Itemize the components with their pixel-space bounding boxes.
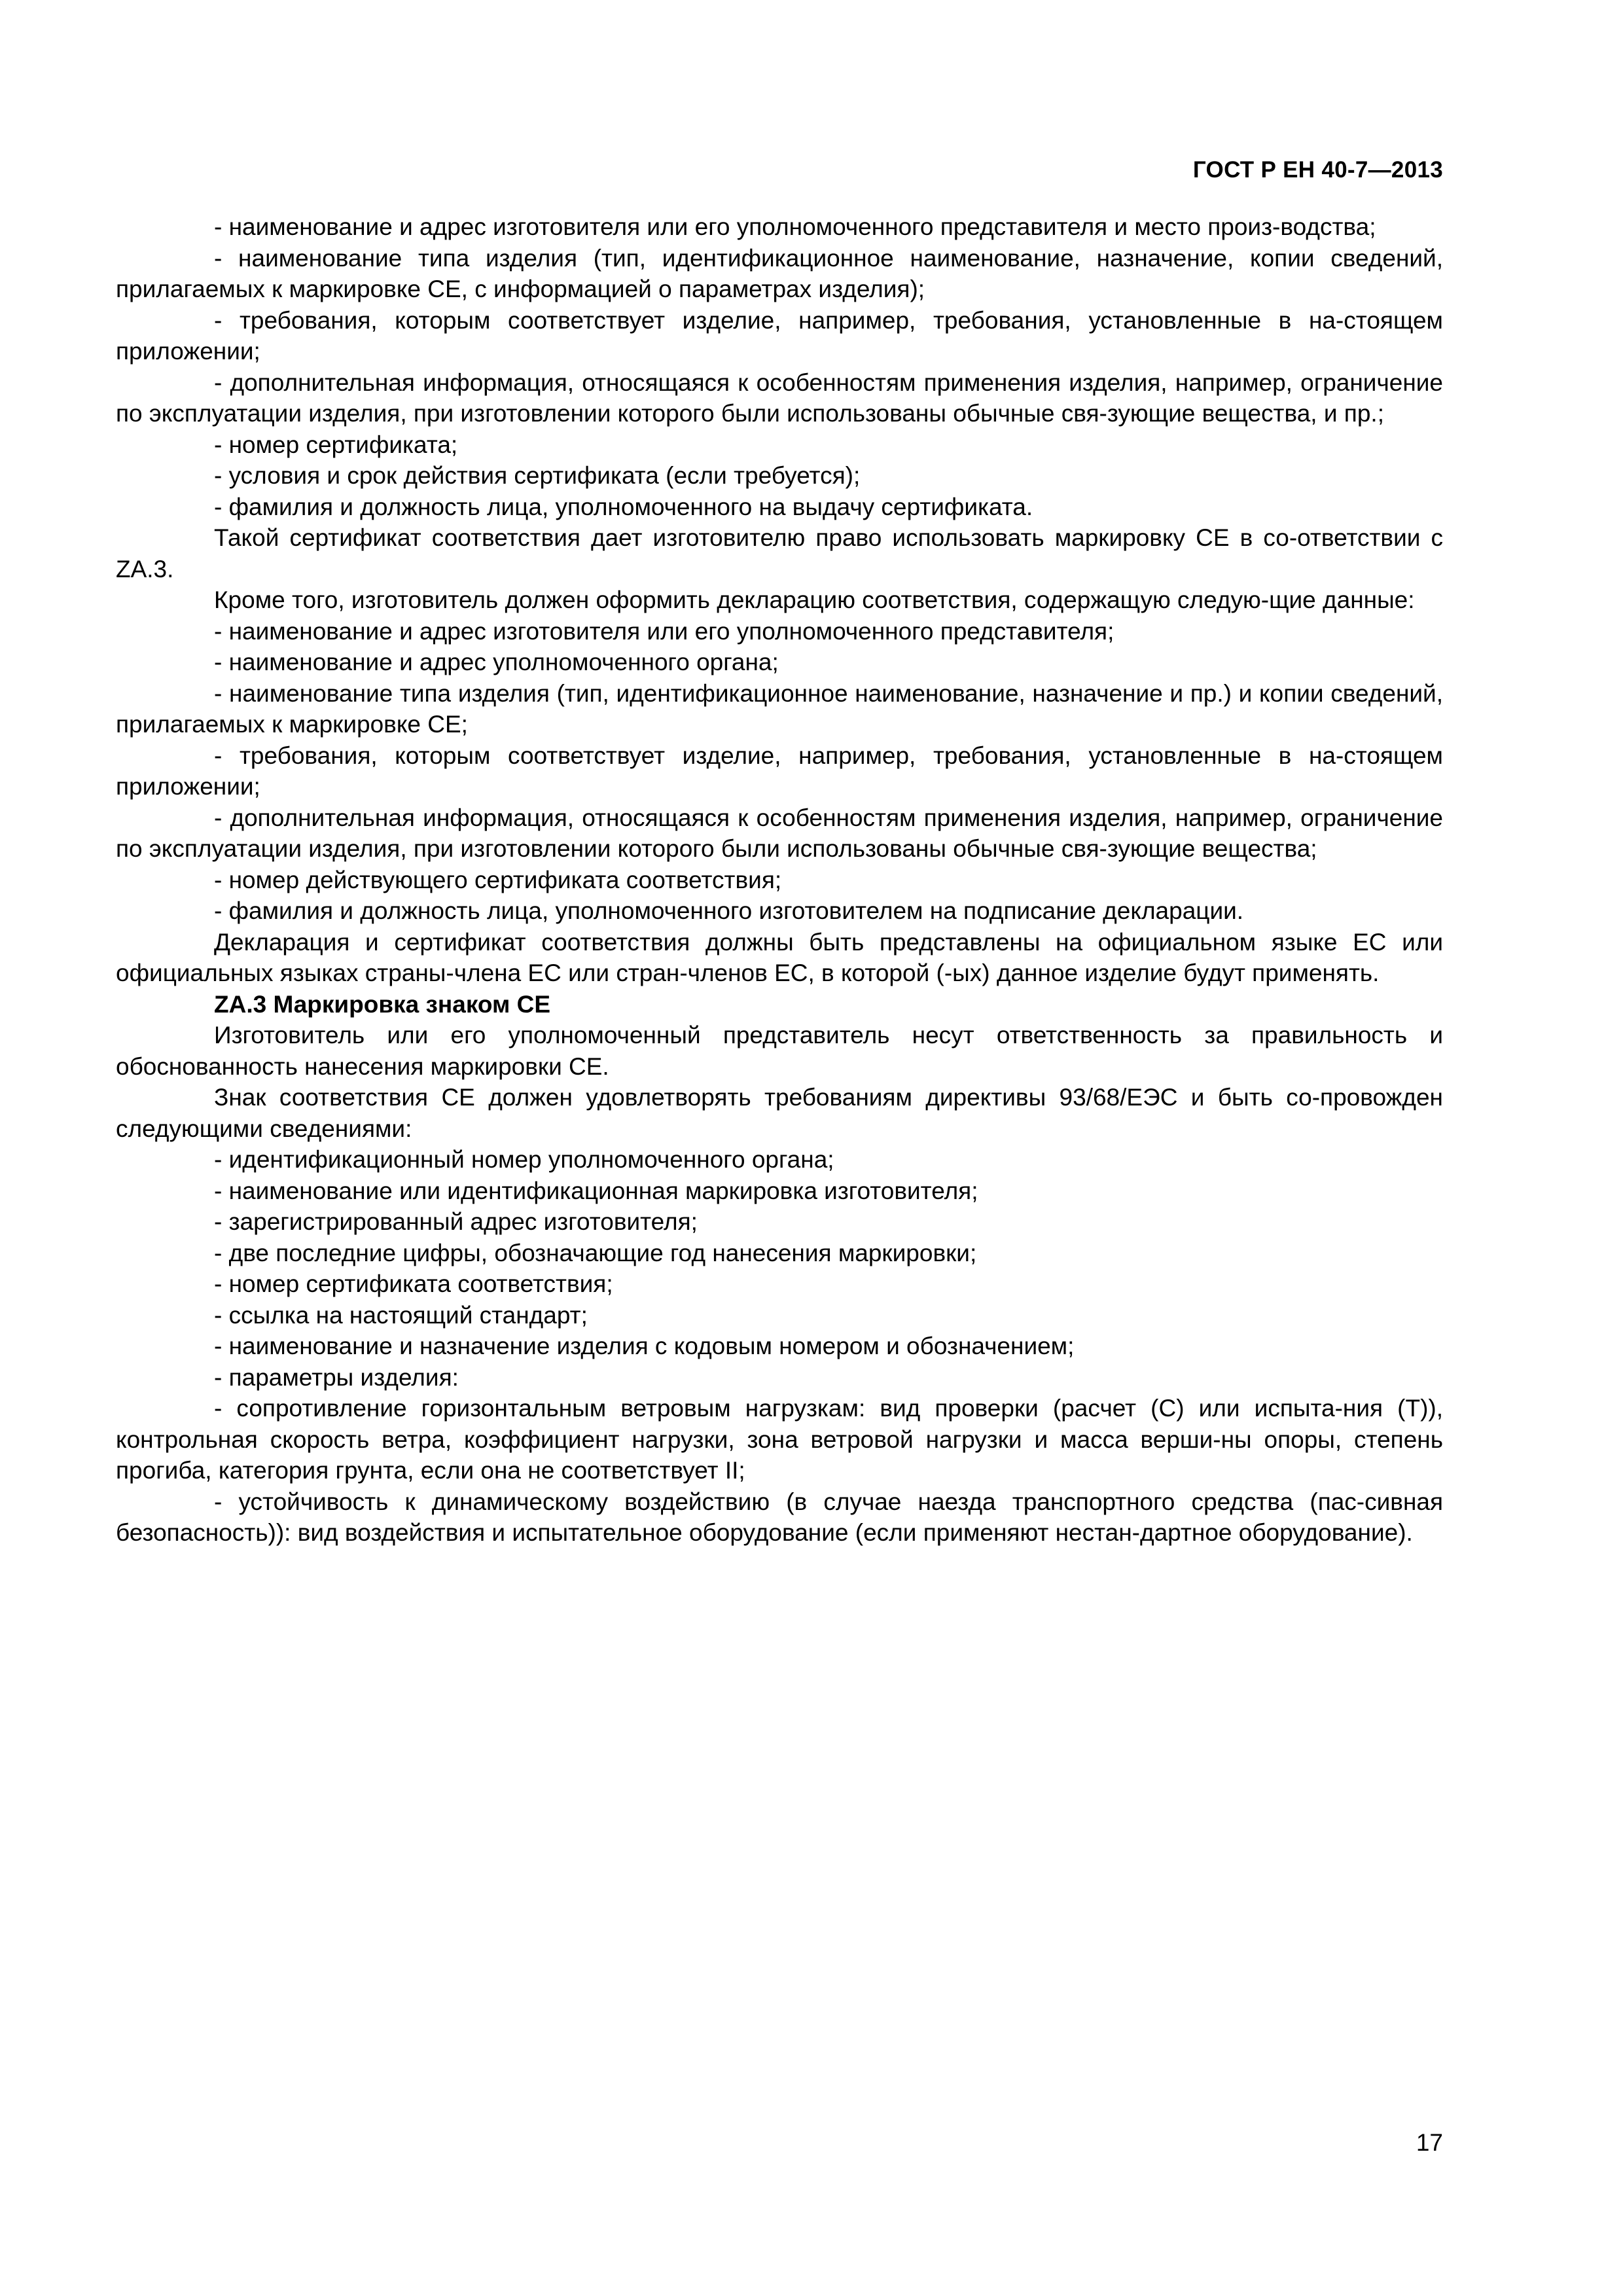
paragraph: - фамилия и должность лица, уполномоченного на выдачу сертификата.: [214, 493, 1033, 520]
body-text: [116, 211, 1443, 1549]
paragraph: - номер сертификата соответствия;: [214, 1270, 613, 1297]
paragraph: - требования, которым соответствует изделие, например, требования, установленные в на-стоящем приложении;: [116, 306, 1443, 365]
paragraph: - наименование и адрес уполномоченного органа;: [214, 649, 779, 675]
paragraph: - наименование и адрес изготовителя или его уполномоченного представителя;: [214, 617, 1115, 645]
paragraph: - наименование типа изделия (тип, идентификационное наименование, назначение, копии сведений, прилагаемых к маркировке СЕ, с информацией о параметрах изделия);: [116, 244, 1443, 302]
paragraph: - фамилия и должность лица, уполномоченного изготовителем на подписание декларации.: [214, 897, 1244, 924]
paragraph: - номер сертификата;: [214, 431, 458, 458]
paragraph: - наименование типа изделия (тип, идентификационное наименование, назначение и пр.) и копии сведений, прилагаемых к маркировке СЕ;: [116, 679, 1443, 738]
paragraph: - дополнительная информация, относящаяся к особенностям применения изделия, например, ограничение по эксплуатации изделия, при изготовлении которого были использованы обычные свя-зующие вещества;: [116, 804, 1443, 862]
paragraph: - наименование и адрес изготовителя или его уполномоченного представителя и место произ-водства;: [214, 213, 1376, 240]
paragraph: Кроме того, изготовитель должен оформить декларацию соответствия, содержащую следую-щие данные:: [214, 586, 1415, 613]
paragraph: - номер действующего сертификата соответствия;: [214, 866, 782, 893]
page-number: 17: [1416, 2129, 1443, 2156]
paragraph: - дополнительная информация, относящаяся к особенностям применения изделия, например, ограничение по эксплуатации изделия, при изготовлении которого были использованы обычные свя-зующие вещества, и пр.;: [116, 368, 1443, 427]
paragraph: - наименование или идентификационная маркировка изготовителя;: [214, 1177, 978, 1204]
paragraph: - условия и срок действия сертификата (если требуется);: [214, 462, 861, 489]
paragraph: - наименование и назначение изделия с кодовым номером и обозначением;: [214, 1333, 1075, 1359]
paragraph: - идентификационный номер уполномоченного органа;: [214, 1146, 834, 1173]
paragraph: - сопротивление горизонтальным ветровым нагрузкам: вид проверки (расчет (С) или испыта-ния (Т)), контрольная скорость ветра, коэффициент нагрузки, зона ветровой нагрузки и масса верши-ны опоры, степень прогиба, категория грунта, если она не соответствует II;: [116, 1395, 1443, 1484]
paragraph: - требования, которым соответствует изделие, например, требования, установленные в на-стоящем приложении;: [116, 742, 1443, 800]
paragraph: - две последние цифры, обозначающие год нанесения маркировки;: [214, 1239, 977, 1266]
paragraph: - параметры изделия:: [214, 1363, 459, 1391]
standard-id-header: ГОСТ Р ЕН 40-7—2013: [1192, 157, 1443, 183]
paragraph: Такой сертификат соответствия дает изготовителю право использовать маркировку СЕ в со-ответствии с ZA.3.: [116, 524, 1443, 583]
paragraph: Изготовитель или его уполномоченный представитель несут ответственность за правильность и обоснованность нанесения маркировки СЕ.: [116, 1022, 1443, 1080]
paragraph: Знак соответствия СЕ должен удовлетворять требованиям директивы 93/68/ЕЭС и быть со-провожден следующими сведениями:: [116, 1084, 1443, 1142]
section-heading: ZA.3 Маркировка знаком СЕ: [214, 990, 551, 1018]
paragraph: - зарегистрированный адрес изготовителя;: [214, 1208, 698, 1235]
paragraph: Декларация и сертификат соответствия должны быть представлены на официальном языке ЕС или официальных языках страны-члена ЕС или стран-членов ЕС, в которой (-ых) данное изделие будут применять.: [116, 928, 1443, 986]
paragraph: - ссылка на настоящий стандарт;: [214, 1301, 588, 1329]
paragraph: - устойчивость к динамическому воздействию (в случае наезда транспортного средства (пас-сивная безопасность)): вид воздействия и испытательное оборудование (если применяют нестан-дартное оборудование).: [116, 1488, 1443, 1546]
